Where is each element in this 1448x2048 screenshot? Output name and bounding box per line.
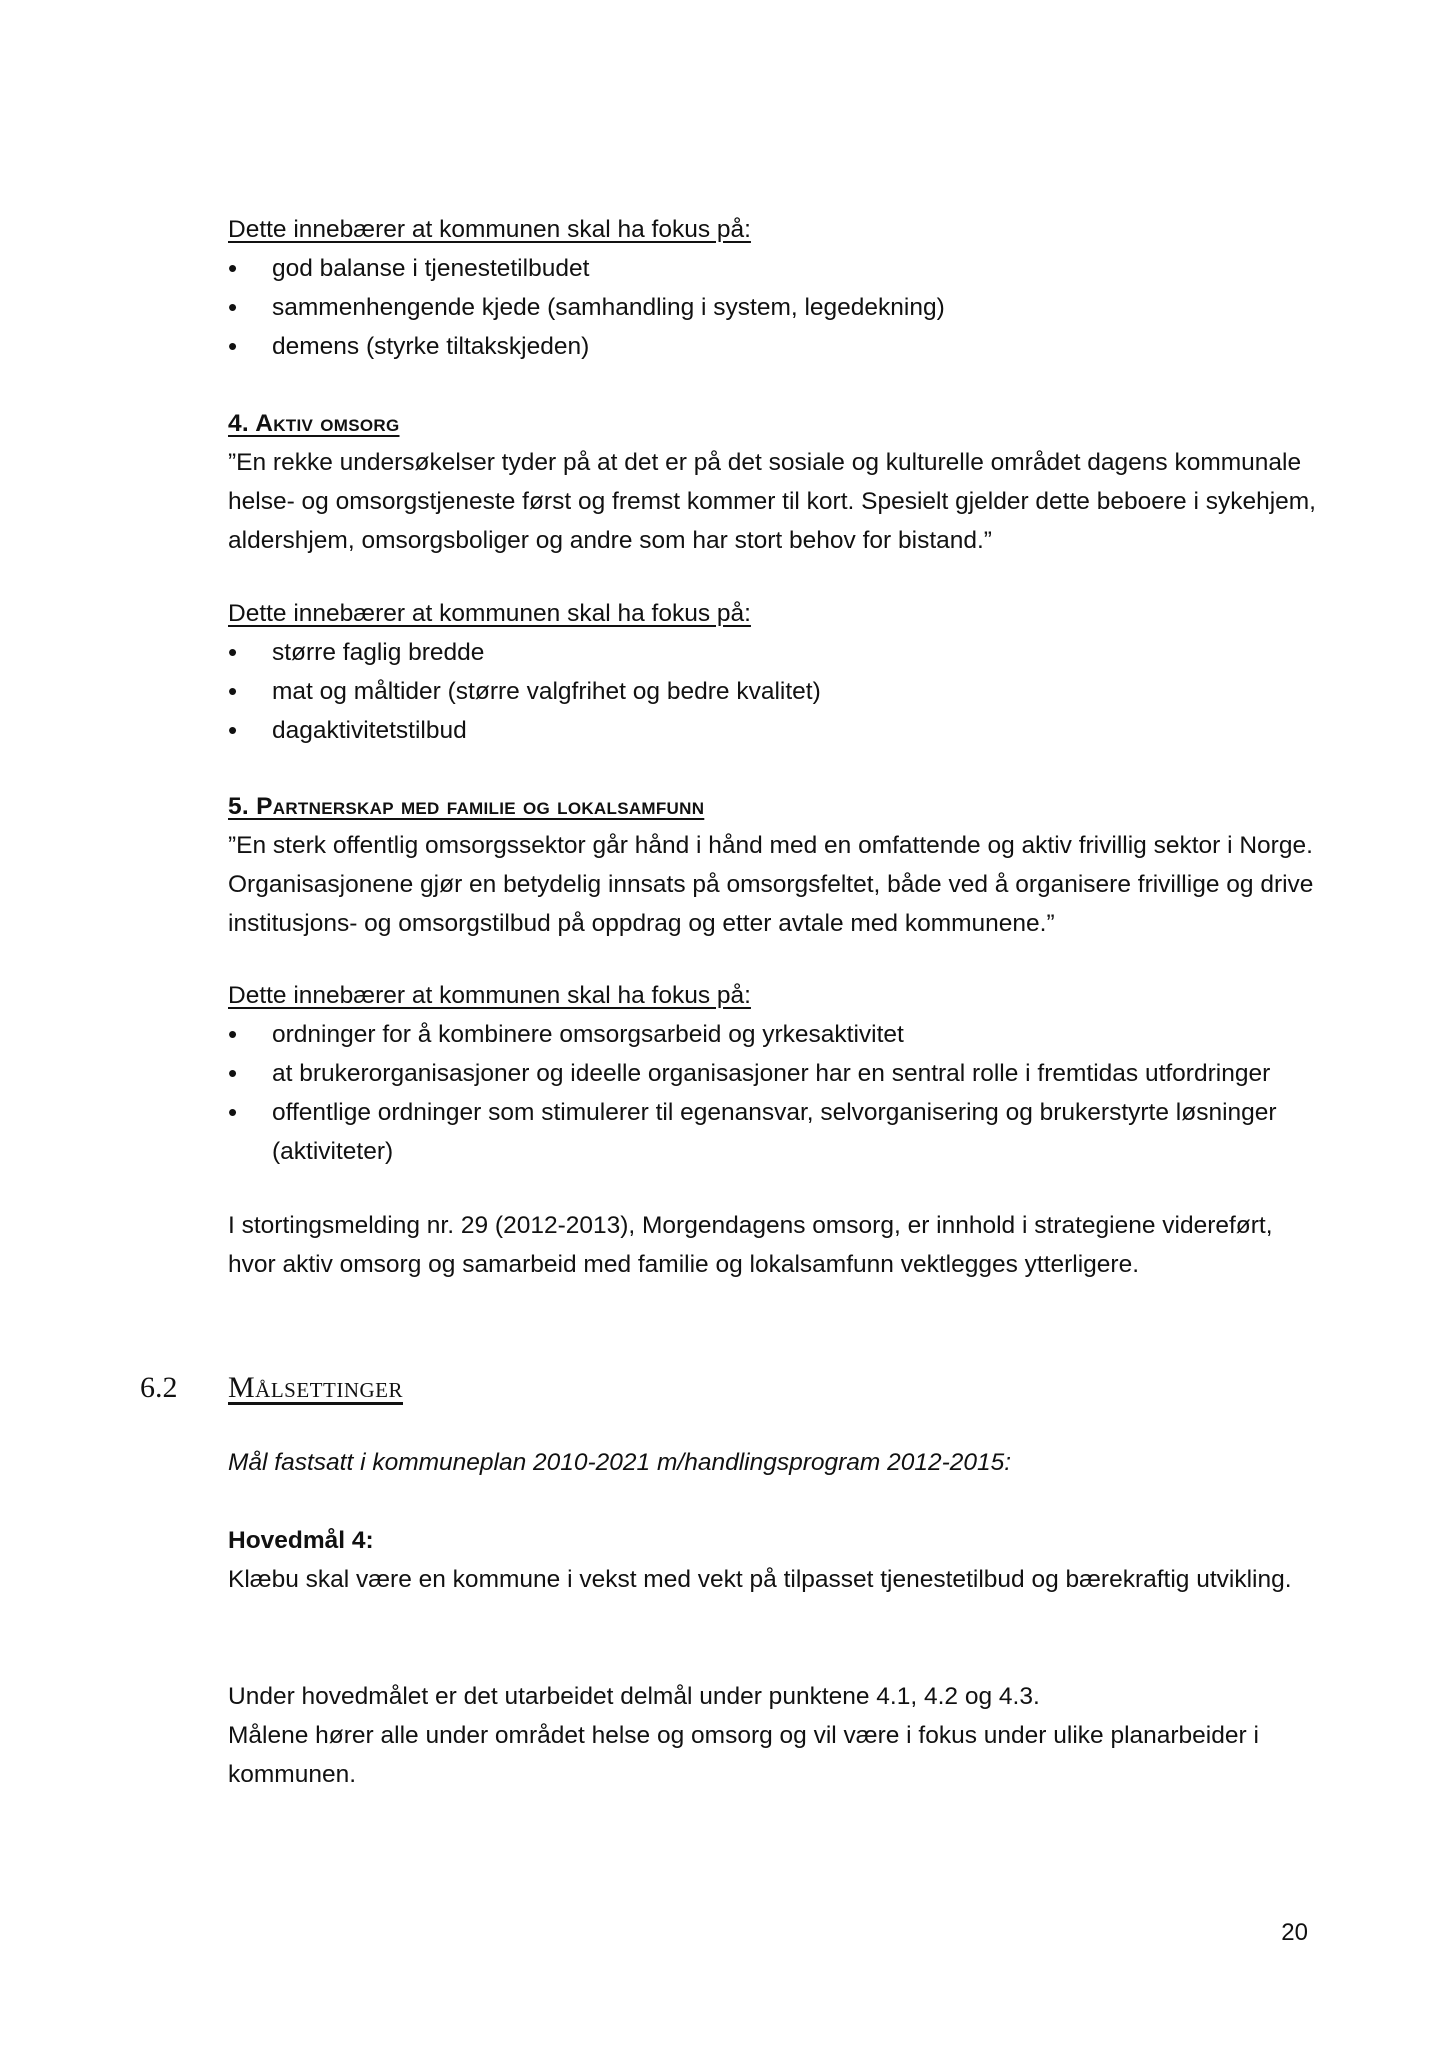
focus-block-2 — [228, 594, 1318, 750]
focus-list — [228, 1015, 1318, 1171]
list-item: • ordninger for å kombinere omsorgsarbeid og yrkesaktivitet — [228, 1015, 1318, 1054]
focus-block-1 — [228, 210, 1318, 366]
page-number: 20 — [1281, 1919, 1308, 1946]
section-6-2-subtitle-block — [228, 1443, 1318, 1482]
section-4 — [228, 404, 1318, 560]
sub-goals-block — [228, 1677, 1318, 1794]
focus-block-3 — [228, 976, 1318, 1171]
focus-areas-paragraph: Målene hører alle under området helse og omsorg og vil være i fokus under ulike planarbeider i kommunen. — [228, 1722, 1259, 1788]
section-number: 6.2 — [140, 1371, 178, 1404]
focus-intro: Dette innebærer at kommunen skal ha fokus på: — [228, 982, 751, 1009]
focus-intro: Dette innebærer at kommunen skal ha fokus på: — [228, 600, 751, 627]
section-5-quote: ”En sterk offentlig omsorgssektor går hånd i hånd med en omfattende og aktiv frivillig sektor i Norge. Organisasjonene gjør en betydelig innsats på omsorgsfeltet, både ved å organisere frivillige og drive institusjons- og omsorgstilbud på oppdrag og etter avtale med kommunene.” — [228, 832, 1314, 937]
list-item: • at brukerorganisasjoner og ideelle organisasjoner har en sentral rolle i fremtidas utfordringer — [228, 1054, 1318, 1093]
focus-list — [228, 249, 1318, 366]
main-goal-text: Klæbu skal være en kommune i vekst med vekt på tilpasset tjenestetilbud og bærekraftig utvikling. — [228, 1566, 1292, 1593]
list-item: • mat og måltider (større valgfrihet og bedre kvalitet) — [228, 672, 1318, 711]
list-item: • god balanse i tjenestetilbudet — [228, 249, 1318, 288]
focus-intro: Dette innebærer at kommunen skal ha fokus på: — [228, 216, 751, 243]
sub-goals-paragraph: Under hovedmålet er det utarbeidet delmål under punktene 4.1, 4.2 og 4.3. — [228, 1683, 1040, 1710]
main-goal-block — [228, 1521, 1318, 1599]
section-title: Målsettinger — [228, 1371, 403, 1404]
closing-paragraph-block — [228, 1206, 1318, 1284]
section-4-heading: 4. Aktiv omsorg — [228, 410, 400, 437]
closing-paragraph: I stortingsmelding nr. 29 (2012-2013), Morgendagens omsorg, er innhold i strategiene videreført, hvor aktiv omsorg og samarbeid med familie og lokalsamfunn vektlegges ytterligere. — [228, 1212, 1273, 1278]
list-item: • demens (styrke tiltakskjeden) — [228, 327, 1318, 366]
list-item: • offentlige ordninger som stimulerer til egenansvar, selvorganisering og brukerstyrte løsninger (aktiviteter) — [228, 1093, 1318, 1171]
section-4-quote: ”En rekke undersøkelser tyder på at det er på det sosiale og kulturelle området dagens kommunale helse- og omsorgstjeneste først og fremst kommer til kort. Spesielt gjelder dette beboere i sykehjem, aldershjem, omsorgsboliger og andre som har stort behov for bistand.” — [228, 449, 1316, 554]
list-item: • sammenhengende kjede (samhandling i system, legedekning) — [228, 288, 1318, 327]
section-5 — [228, 787, 1318, 943]
list-item: • dagaktivitetstilbud — [228, 711, 1318, 750]
main-goal-heading: Hovedmål 4: — [228, 1527, 374, 1554]
focus-list — [228, 633, 1318, 750]
list-item: • større faglig bredde — [228, 633, 1318, 672]
section-5-heading: 5. Partnerskap med familie og lokalsamfunn — [228, 793, 705, 820]
section-subtitle: Mål fastsatt i kommuneplan 2010-2021 m/handlingsprogram 2012-2015: — [228, 1449, 1012, 1476]
